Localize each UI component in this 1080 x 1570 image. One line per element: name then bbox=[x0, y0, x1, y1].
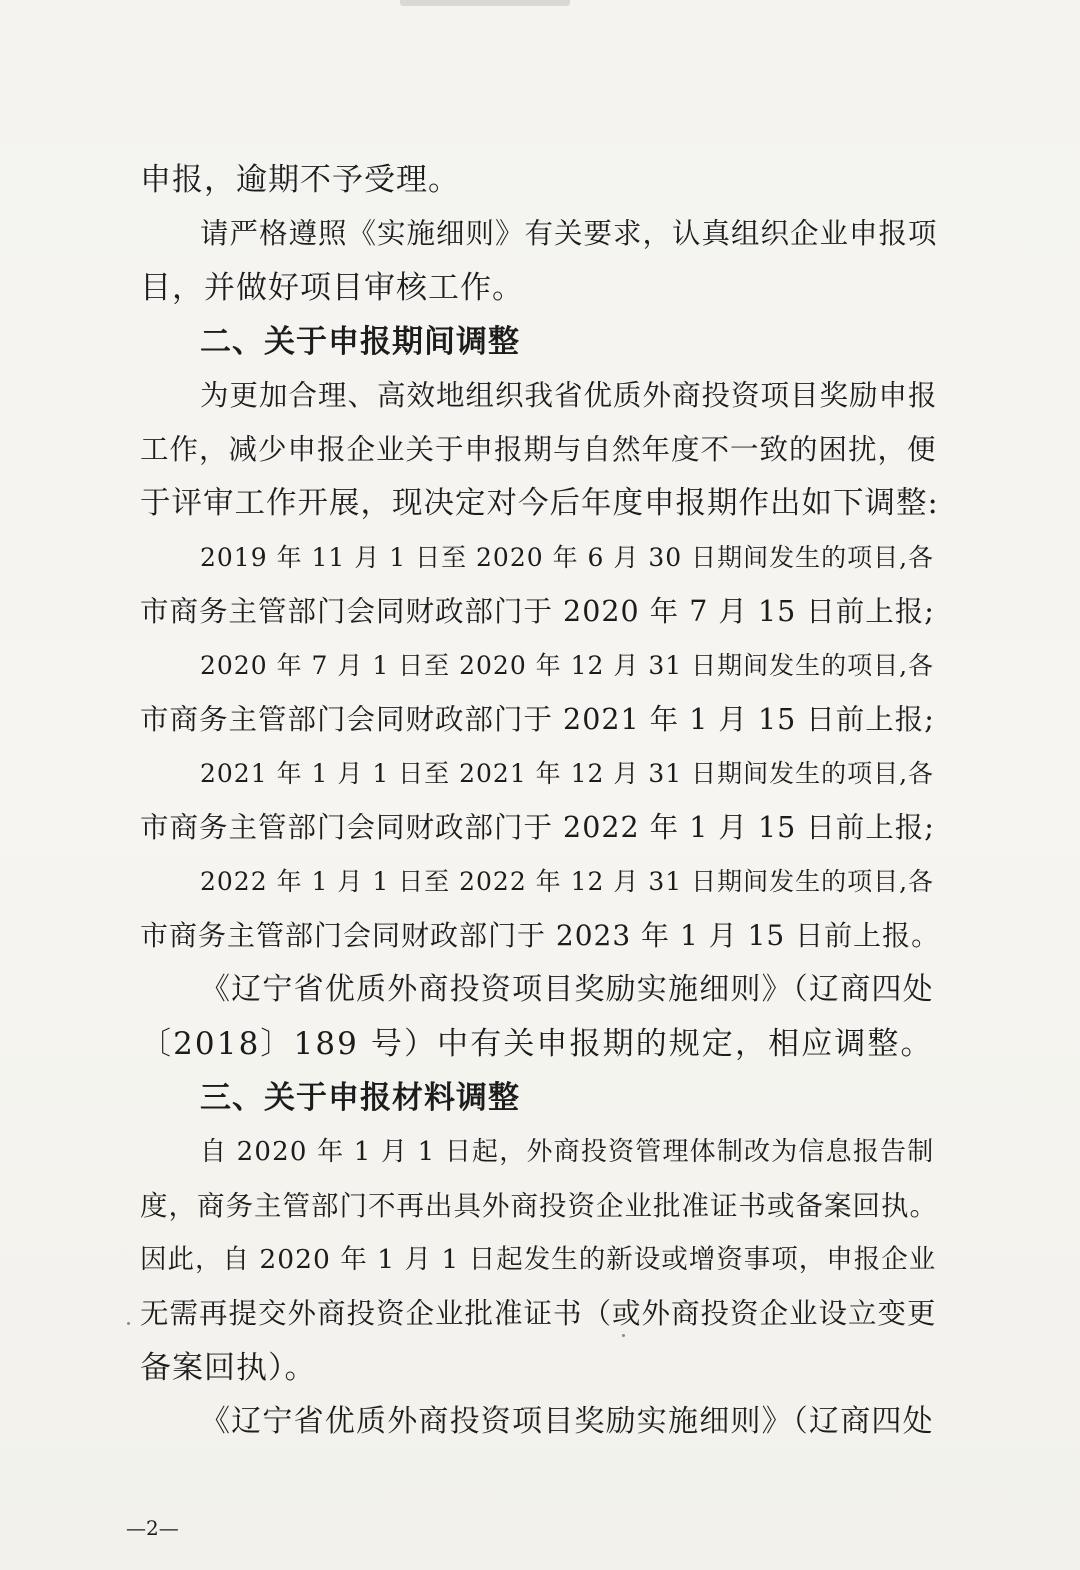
paragraph-line: 因此，自 2020 年 1 月 1 日起发生的新设或增资事项，申报企业 bbox=[140, 1244, 937, 1275]
paragraph-line: 〔2018〕189 号）中有关申报期的规定，相应调整。 bbox=[140, 1026, 934, 1062]
paragraph-line: 2022 年 1 月 1 日至 2022 年 12 月 31 日期间发生的项目,各 bbox=[200, 867, 935, 896]
paragraph-line: 《辽宁省优质外商投资项目奖励实施细则》（辽商四处 bbox=[200, 1404, 934, 1439]
paragraph-line: 备案回执）。 bbox=[140, 1350, 317, 1386]
paragraph-line: 《辽宁省优质外商投资项目奖励实施细则》（辽商四处 bbox=[200, 972, 934, 1007]
paragraph-line: 为更加合理、高效地组织我省优质外商投资项目奖励申报 bbox=[200, 379, 938, 412]
paragraph-line: 2020 年 7 月 1 日至 2020 年 12 月 31 日期间发生的项目,各 bbox=[200, 651, 935, 680]
paragraph-line: 市商务主管部门会同财政部门于 2021 年 1 月 15 日前上报; bbox=[140, 703, 935, 736]
scan-speck bbox=[622, 1334, 625, 1337]
paragraph-line: 申报，逾期不予受理。 bbox=[140, 162, 460, 198]
paragraph-line: 于评审工作开展，现决定对今后年度申报期作出如下调整: bbox=[140, 486, 939, 521]
paragraph-line: 市商务主管部门会同财政部门于 2022 年 1 月 15 日前上报; bbox=[140, 811, 935, 844]
paragraph-line: 度，商务主管部门不再出具外商投资企业批准证书或备案回执。 bbox=[140, 1190, 938, 1222]
paragraph-line: 自 2020 年 1 月 1 日起，外商投资管理体制改为信息报告制 bbox=[200, 1137, 935, 1167]
page-number: —2— bbox=[126, 1516, 179, 1540]
section-heading: 三、关于申报材料调整 bbox=[200, 1080, 520, 1116]
paragraph-line: 2019 年 11 月 1 日至 2020 年 6 月 30 日期间发生的项目,各 bbox=[200, 543, 935, 572]
paragraph-line: 无需再提交外商投资企业批准证书（或外商投资企业设立变更 bbox=[140, 1297, 937, 1330]
paragraph-line: 工作，减少申报企业关于申报期与自然年度不一致的困扰，便 bbox=[140, 433, 937, 466]
paragraph-line: 请严格遵照《实施细则》有关要求，认真组织企业申报项 bbox=[200, 217, 938, 250]
scan-speck bbox=[127, 1322, 130, 1325]
paragraph-line: 市商务主管部门会同财政部门于 2020 年 7 月 15 日前上报; bbox=[140, 595, 935, 628]
scan-edge-mark bbox=[400, 0, 570, 6]
paragraph-line: 目，并做好项目审核工作。 bbox=[140, 270, 524, 306]
paragraph-line: 2021 年 1 月 1 日至 2021 年 12 月 31 日期间发生的项目,各 bbox=[200, 759, 935, 788]
paragraph-line: 市商务主管部门会同财政部门于 2023 年 1 月 15 日前上报。 bbox=[140, 919, 941, 952]
section-heading: 二、关于申报期间调整 bbox=[200, 324, 520, 360]
